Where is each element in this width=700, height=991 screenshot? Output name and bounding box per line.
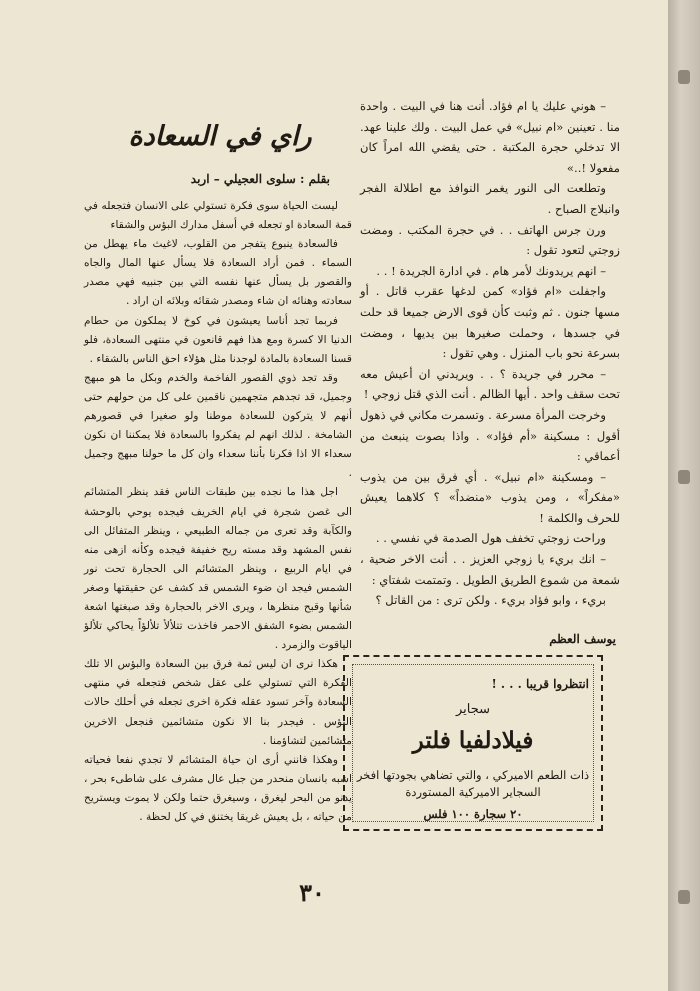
story-paragraph: – هوني عليك يا ام فؤاد. أنت هنا في البيت . واحدة منا . تعينين «ام نبيل» في عمل البيت . ولك علينا عهد. الا تدخلي حجرة المكتبة . حتى يقضي الله امراً كان مفعولا !..» [360, 99, 620, 175]
article-paragraph: ليست الحياة سوى فكرة تستولي على الانسان فتجعله في قمة السعادة او تجعله في أسفل مدارك البؤس والشقاء [84, 199, 352, 232]
article-column [84, 196, 352, 826]
article-paragraph: وهكذا فانني أرى ان حياة المتشائم لا تجدي نفعا فحياته اشبه بانسان منحدر من جبل عال مشرف على شاطىء بحر ، يدنو من البحر ليغرق ، وسيغرق حتما ولكن لا يموت ويستريح من حياته ، بل يعيش غريقا يختنق في كل لحظة . [84, 752, 352, 823]
story-paragraph: – انهم يريدونك لأمر هام . في ادارة الجريدة ! . . [376, 263, 606, 278]
binding-hole [678, 70, 690, 84]
binding-edge [668, 0, 700, 991]
story-paragraph: وتطلعت الى النور يغمر النوافذ مع اطلالة الفجر وانبلاج الصباح . [360, 181, 620, 216]
story-paragraph: بريء ، وابو فؤاد بريء . ولكن ترى : من القاتل ؟ [375, 593, 606, 608]
ad-brand-name: فيلادلفيا فلتر [412, 727, 534, 754]
story-paragraph: – ومسكينة «ام نبيل» . أي فرق بين من يذوب «مفكراً» ، ومن يذوب «منضداً» ؟ كلاهما يعيش للحرف والكلمة ! [360, 469, 620, 525]
ad-category: سجاير [455, 702, 491, 717]
story-paragraph: ورن جرس الهاتف . . في حجرة المكتب . ومضت زوجتي لتعود تقول : [360, 222, 620, 258]
story-author: يوسف العظم [549, 632, 616, 646]
story-paragraph: – محرر في جريدة ؟ . . ويريدني ان أعيش معه تحت سقف واحد . أيها الظالم . أنت الذي قتل زوجي ! [360, 366, 620, 402]
binding-hole [678, 470, 690, 484]
page-number: ٣٠ [299, 878, 325, 907]
ad-price: ٢٠ سجارة ١٠٠ فلس [423, 807, 523, 821]
binding-hole [678, 890, 690, 904]
ad-tagline: ذات الطعم الاميركي ، والتي تضاهي بجودتها افخر السجاير الاميركية المستوردة [356, 768, 590, 799]
story-paragraph: وخرجت المرأة مسرعة . وتسمرت مكاني في ذهول أقول : مسكينة «أم فؤاد» . واذا بصوت ينبعث من أعماقي : [360, 407, 620, 464]
article-paragraph: هكذا نرى ان ليس ثمة فرق بين السعادة والبؤس الا تلك الفكرة التي تستولي على عقل شخص فتجعله في منتهى السعادة وآخر تسود عقله فكرة اخرى تجعله في أحلك حالات البؤس . فيجدر بنا الا نكون متشائمين فنجعل الاخرين متشائمين لتشاؤمنا . [84, 657, 352, 747]
story-paragraph: واجفلت «ام فؤاد» كمن لدغها عقرب قاتل . أو مسها جنون . ثم وثبت كأن قوى الارض جميعا قد حلت في جسدها ، وحملت صغيرها بين يديها ، ومضت بسرعة نحو باب المنزل . وهي تقول : [360, 284, 620, 361]
ad-teaser: انتظروا قريبا . . . ! [491, 677, 589, 691]
article-title: راي في السعادة [128, 121, 312, 152]
story-paragraph: – انك بريء يا زوجي العزيز . . أنت الاخر ضحية ، شمعة من شموع الطريق الطويل . وتمتمت شفتاي : [360, 552, 620, 587]
article-paragraph: اجل هذا ما نجده بين طبقات الناس فقد ينظر المتشائم الى غصن شجرة في ايام الخريف فيجده يوحي بالوحشة والكآبة وقد تعرى من جماله الطبيعي ، وينظر المتفائل الى نفس المشهد وقد مسته ريح خفيفة فيجده وكأنه ازهى منه في ايام الربيع ، وينظر المتشائم الى الحجارة تحت نور الشمس فيجد ان ضوء الشمس قد كشف عن حقيقتها وصغر شأنها وقبح منظرها ، ويرى الاخر بالحجارة وقد صبغتها اشعة الشمس بضوء الشفق الاحمر فاخذت تتلألأ تلألؤاً يحاكي تلألؤ الياقوت والزمرد . [84, 485, 352, 652]
story-column [360, 96, 620, 611]
cigarette-advertisement [343, 655, 603, 831]
article-paragraph: فالسعادة ينبوع يتفجر من القلوب، لاغيث ماء يهطل من السماء . فمن أراد السعادة فلا يسأل عنها المال والجاه والقصور بل يسأل عنها نفسه التي بين جنبيه فهي مصدر سعادته وهنائه ان شاء ومصدر شقائه وبلائه ان اراد . [84, 237, 352, 308]
article-byline: بقلم : سلوى العجيلي – اربد [190, 172, 330, 186]
story-paragraph: وراحت زوجتي تخفف هول الصدمة في نفسي . . [375, 531, 606, 546]
article-paragraph: وقد تجد ذوي القصور الفاخمة والخدم وبكل ما هو مبهج وجميل، قد تجدهم متجهمين ناقمين على كل من حولهم حتى أنهم لا يتركون للسعادة موطنا ولو صغيرا في قصورهم الشامخة . لذلك انهم لم يفكروا بالسعادة فلا يمكننا ان نكون سعداء الا اذا فكرنا بأننا سعداء وان كل ما حولنا مبهج وجميل . [84, 370, 352, 480]
article-paragraph: فربما تجد أناسا يعيشون في كوخ لا يملكون من حطام الدنيا الا كسرة ومع هذا فهم قانعون في منتهى السعادة، فلو قسنا السعادة بالمادة لوجدنا مثل هؤلاء احق الناس بالشقاء . [84, 313, 352, 365]
